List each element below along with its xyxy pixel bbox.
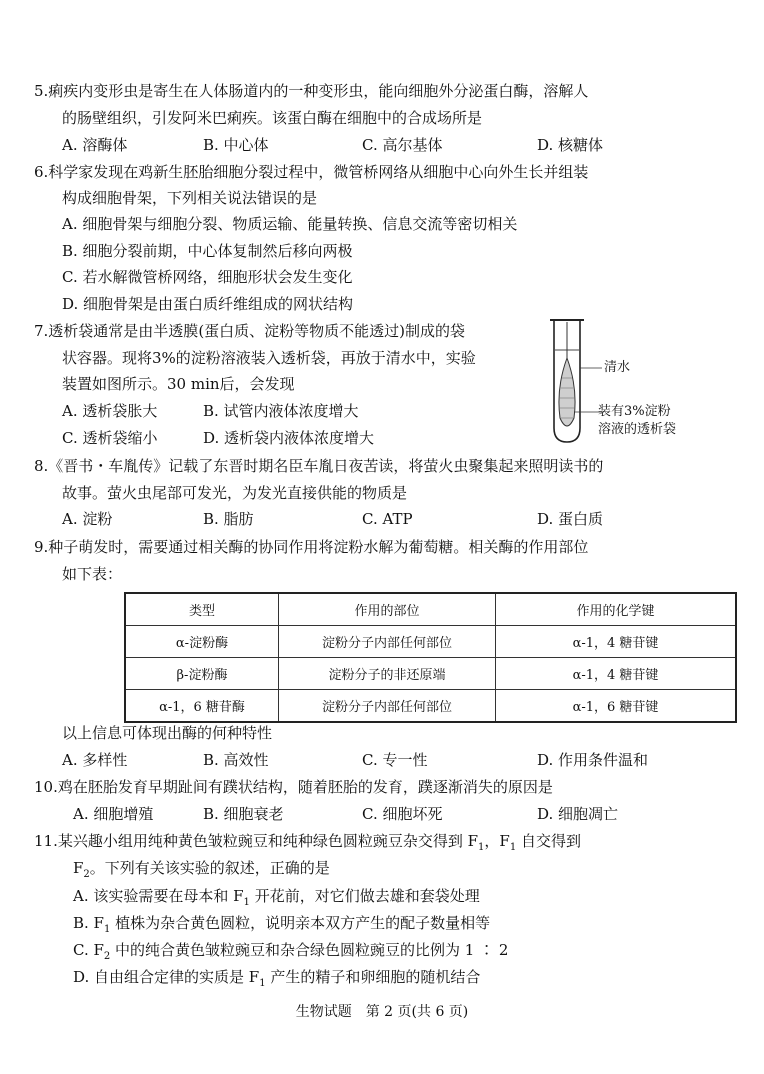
table-cell: α-1，4 糖苷键 bbox=[496, 626, 737, 658]
table-row bbox=[125, 690, 736, 723]
q10-option-d: D. 细胞凋亡 bbox=[537, 805, 619, 823]
q9-option-c: C. 专一性 bbox=[362, 751, 428, 769]
table-header-row bbox=[125, 593, 736, 626]
q11-option-b: B. $F_1$ 植株为杂合黄色圆粒，说明亲本双方产生的配子数量相等 bbox=[73, 914, 491, 935]
q7-stem-line2: 状容器。现将3%的淀粉溶液装入透析袋，再放于清水中，实验 bbox=[62, 349, 476, 367]
table-cell: α-淀粉酶 bbox=[125, 626, 279, 658]
q7-option-a: A. 透析袋胀大 bbox=[62, 402, 158, 420]
q7-option-b: B. 试管内液体浓度增大 bbox=[203, 402, 359, 420]
table-row bbox=[125, 658, 736, 690]
q7-option-d: D. 透析袋内液体浓度增大 bbox=[203, 429, 375, 447]
q7-option-c: C. 透析袋缩小 bbox=[62, 429, 158, 447]
q6-option-a: A. 细胞骨架与细胞分裂、物质运输、能量转换、信息交流等密切相关 bbox=[62, 215, 518, 233]
q6-option-b: B. 细胞分裂前期，中心体复制然后移向两极 bbox=[62, 242, 353, 260]
q6-stem-line1: 6.科学家发现在鸡新生胚胎细胞分裂过程中，微管桥网络从细胞中心向外生长并组装 bbox=[34, 163, 589, 181]
table-header-cell: 类型 bbox=[125, 593, 279, 626]
q9-option-b: B. 高效性 bbox=[203, 751, 269, 769]
q5-option-d: D. 核糖体 bbox=[537, 136, 604, 154]
table-cell: 淀粉分子内部任何部位 bbox=[279, 690, 496, 723]
table-cell: α-1，6 糖苷酶 bbox=[125, 690, 279, 723]
q11-stem-line2: $F_2$。下列有关该实验的叙述，正确的是 bbox=[73, 859, 330, 880]
q10-option-b: B. 细胞衰老 bbox=[203, 805, 284, 823]
figure-label-bag-line1: 装有3%淀粉 bbox=[598, 404, 671, 419]
table-row bbox=[125, 626, 736, 658]
q7-stem-line3: 装置如图所示。30 min后，会发现 bbox=[62, 375, 295, 393]
q7-stem-line1: 7.透析袋通常是由半透膜(蛋白质、淀粉等物质不能透过)制成的袋 bbox=[34, 322, 466, 340]
q8-stem-line1: 8.《晋书・车胤传》记载了东晋时期名臣车胤日夜苦读，将萤火虫聚集起来照明读书的 bbox=[34, 457, 604, 475]
q11-stem-line1: 11.某兴趣小组用纯种黄色皱粒豌豆和纯种绿色圆粒豌豆杂交得到 $F_1$，$F_1$ 自交得到 bbox=[34, 832, 581, 853]
q9-option-d: D. 作用条件温和 bbox=[537, 751, 649, 769]
q5-stem-line1: 5.痢疾内变形虫是寄生在人体肠道内的一种变形虫，能向细胞外分泌蛋白酶，溶解人 bbox=[34, 82, 589, 100]
q5-option-b: B. 中心体 bbox=[203, 136, 269, 154]
q6-stem-line2: 构成细胞骨架，下列相关说法错误的是 bbox=[62, 189, 318, 207]
q10-stem-line1: 10.鸡在胚胎发育早期趾间有蹼状结构，随着胚胎的发育，蹼逐渐消失的原因是 bbox=[34, 778, 553, 796]
q11-option-d: D. 自由组合定律的实质是 $F_1$ 产生的精子和卵细胞的随机结合 bbox=[73, 968, 481, 989]
q5-stem-line2: 的肠壁组织，引发阿米巴痢疾。该蛋白酶在细胞中的合成场所是 bbox=[62, 109, 483, 127]
table-cell: β-淀粉酶 bbox=[125, 658, 279, 690]
q10-option-a: A. 细胞增殖 bbox=[73, 805, 154, 823]
dialysis-bag bbox=[559, 358, 575, 426]
q9-stem-line1: 9.种子萌发时，需要通过相关酶的协同作用将淀粉水解为葡萄糖。相关酶的作用部位 bbox=[34, 538, 589, 556]
table-cell: α-1，6 糖苷键 bbox=[496, 690, 737, 723]
figure-label-bag-line2: 溶液的透析袋 bbox=[598, 422, 677, 437]
table-cell: 淀粉分子的非还原端 bbox=[279, 658, 496, 690]
q6-option-c: C. 若水解微管桥网络，细胞形状会发生变化 bbox=[62, 268, 353, 286]
q11-option-c: C. $F_2$ 中的纯合黄色皱粒豌豆和杂合绿色圆粒豌豆的比例为 1 ∶ 2 bbox=[73, 941, 509, 962]
q8-stem-line2: 故事。萤火虫尾部可发光，为发光直接供能的物质是 bbox=[62, 484, 408, 502]
q11-option-a: A. 该实验需要在母本和 $F_1$ 开花前，对它们做去雄和套袋处理 bbox=[73, 887, 480, 908]
table-cell: α-1，4 糖苷键 bbox=[496, 658, 737, 690]
q8-option-a: A. 淀粉 bbox=[62, 510, 113, 528]
page-footer: 生物试题 第 2 页(共 6 页) bbox=[295, 1004, 469, 1020]
q8-option-b: B. 脂肪 bbox=[203, 510, 254, 528]
figure-label-water: 清水 bbox=[604, 360, 631, 375]
enzyme-table bbox=[124, 592, 737, 723]
q10-option-c: C. 细胞坏死 bbox=[362, 805, 443, 823]
table-header-cell: 作用的部位 bbox=[279, 593, 496, 626]
table-cell: 淀粉分子内部任何部位 bbox=[279, 626, 496, 658]
q9-option-a: A. 多样性 bbox=[62, 751, 128, 769]
q5-option-c: C. 高尔基体 bbox=[362, 136, 443, 154]
q6-option-d: D. 细胞骨架是由蛋白质纤维组成的网状结构 bbox=[62, 295, 354, 313]
table-header-cell: 作用的化学键 bbox=[496, 593, 737, 626]
q8-option-d: D. 蛋白质 bbox=[537, 510, 604, 528]
q9-after-table: 以上信息可体现出酶的何种特性 bbox=[62, 724, 273, 742]
q9-stem-line2: 如下表： bbox=[62, 565, 123, 583]
q8-option-c: C. ATP bbox=[362, 510, 413, 528]
q5-option-a: A. 溶酶体 bbox=[62, 136, 128, 154]
